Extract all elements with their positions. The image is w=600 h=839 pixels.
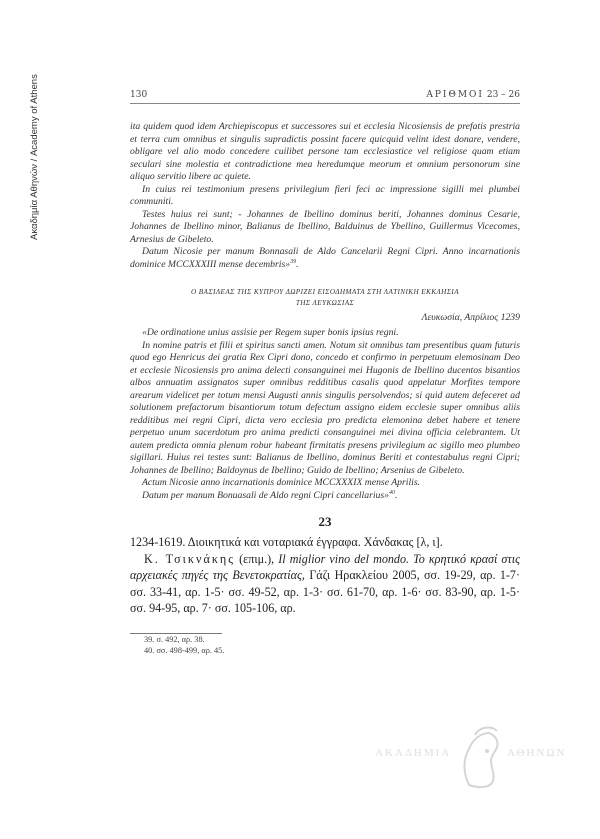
author-role: (επιμ.),: [239, 551, 275, 566]
page-number: 130: [130, 90, 148, 100]
latin-document-text: [130, 327, 520, 502]
athena-head-icon: [457, 725, 503, 791]
latin-paragraph: Datum Nicosie per manum Bonnasali de Aldo Cancelarii Regni Cipri. Anno incarnationis dominice MCCXXXIII mense decembris»$^{39}$.: [130, 246, 520, 270]
document-heading: [130, 287, 520, 309]
running-head: [130, 90, 520, 104]
document-heading-line: Ο ΒΑΣΙΛΕΑΣ ΤΗΣ ΚΥΠΡΟΥ ΔΩΡΙΖΕΙ ΕΙΣΟΔΗΜΑΤΑ ΣΤΗ ΛΑΤΙΝΙΚΗ ΕΚΚΛΗΣΙΑ: [190, 288, 459, 296]
footnote: 40. σσ. 498-499, αρ. 45.: [144, 646, 225, 656]
latin-paragraph: In cuius rei testimonium presens privilegium fieri feci ac impressione sigilli mei plumbei communiti.: [130, 183, 520, 207]
latin-paragraph: In nomine patris et filii et spiritus sancti amen. Notum sit omnibus tam presentibus quam futuris quod ego Henricus dei gratia Rex Cipri dono, concedo et confirmo in perpetuum elemosinam Deo et ecclesie Nicosiensis pro anima delecti consanguinei mei Hugonis de Ibellino ducentos bisantios albos annuatim assignatos super omnibus redditibus casalis quod appelatur Morfites tempore arearum videlicet per totum mensi Augusti annis singulis persolvendos; si quid autem defeceret ad solutionem prefactorum bisantiorum totum defectum assigno eidem ecclesie super omnibus aliis redditibus mei regni Cipri, dicta vero ecclesia pro predicta elemonina debet habere et tenere perpetuo unum sacerdotum pro anima predicti consanguinei mei divina officia celebrantem. Ut autem predicta omnia plenum robur habeant firmitatis presens privilegium ac sigillo meo plumbeo sigillari. Huius rei testes sunt: Balianus de Ibellino, dominus Beriti et contestabulus regni Cipri; Johannes de Ibellino; Baldoynus de Ibellino; Guido de Ibellino; Arsenius de Gibeleto.: [130, 339, 520, 476]
footnote: 39. σ. 492, αρ. 38.: [144, 634, 205, 644]
bibliography-entry: [130, 551, 520, 617]
running-head-range: 23 – 26: [486, 90, 520, 100]
latin-paragraph: Actum Nicosie anno incarnationis dominice MCCXXXIX mense Aprilis.: [142, 477, 421, 488]
footnote-ref: 40: [389, 489, 396, 496]
latin-paragraph: ita quidem quod idem Archiepiscopus et successores sui et ecclesia Nicosiensis de prefatis prestria et terra cum omnibus et singulis supradictis possint facere quicquid velint idest donare, vendere, obligare vel alio modo concedere cuilibet persone tam ecclesiastice vel religiose quam etiam seculari sine molestia et contradictione mea heredumque meorum et omnium personorum sine aliquo servitio libere ac quiete.: [130, 121, 520, 182]
work-title: Il miglior vino del mondo. Το κρητικό κρασί στις αρχειακές πηγές της Βενετοκρατίας,: [130, 551, 520, 583]
running-head-title: ΑΡΙΘΜΟΙ: [426, 90, 484, 100]
latin-paragraph: Datum per manum Bonuasali de Aldo regni Cipri cancellarius»$^{40}$.: [142, 489, 398, 501]
previous-document-text: [130, 121, 520, 271]
watermark-right-text: ΑΘΗΝΩΝ: [507, 747, 567, 759]
document-number: 23: [318, 514, 332, 529]
footnote-ref: 39: [290, 258, 297, 265]
place-date: Λευκωσία, Απρίλιος 1239: [421, 312, 520, 323]
latin-paragraph: «De ordinatione unius assisie per Regem super bonis ipsius regni.: [142, 327, 399, 338]
document-heading-line: ΤΗΣ ΛΕΥΚΩΣΙΑΣ: [295, 299, 355, 307]
author-name: Κ. Τσικνάκης: [144, 551, 236, 566]
latin-paragraph-text: Datum Nicosie per manum Bonnasali de Aldo Cancelarii Regni Cipri. Anno incarnationis dominice MCCXXXIII mense decembris»: [130, 246, 520, 270]
watermark-left-text: ΑΚΑΔΗΜΙΑ: [375, 747, 452, 759]
document-page: [130, 90, 520, 657]
publication-details: Γάζι Ηρακλείου 2005, σσ. 19-29, αρ. 1-7· σσ. 33-41, αρ. 1-5· σσ. 49-52, αρ. 1-3· σσ. 61-70, αρ. 1-6· σσ. 83-90, αρ. 1-5· σσ. 94-95, αρ. 7· σσ. 105-106, αρ.: [130, 568, 521, 616]
entry-line: 1234-1619. Διοικητικά και νοταριακά έγγραφα. Χάνδακας [λ, ι].: [130, 535, 443, 549]
latin-paragraph-text: Datum per manum Bonuasali de Aldo regni Cipri cancellarius»: [142, 489, 390, 501]
archive-side-label: [28, 60, 42, 340]
latin-paragraph: Testes huius rei sunt; - Johannes de Ibellino dominus beriti, Johannes dominus Cesarie, Johannes de Ibellino minor, Balianus de Ibellino, Balduinus de Ybellino, Guillermus Vicecomes, Arnesius de Gibeleto.: [130, 208, 520, 245]
academy-watermark: [365, 725, 595, 795]
archive-side-label-text: Ακαδημία Αθηνών / Academy of Athens: [29, 74, 40, 240]
